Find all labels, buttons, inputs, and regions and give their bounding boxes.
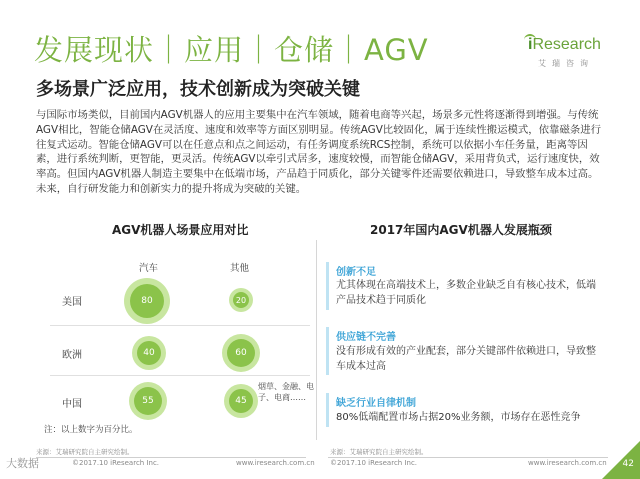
bubble-usa-other: 20 [233,292,249,308]
iresearch-logo [524,34,612,74]
bottleneck-text-innovation: 尤其体现在高端技术上，多数企业缺乏自有核心技术，低端产品技术趋于同质化 [336,280,596,306]
column-header-auto: 汽车 [139,263,159,274]
bubble-europe-auto: 40 [137,341,161,365]
footer-url-left[interactable]: www.iresearch.com.cn [236,459,315,467]
page-subtitle: 多场景广泛应用，技术创新成为突破关键 [36,79,360,100]
bottleneck-title-supply-chain: 供应链不完善 [336,332,396,343]
watermark-text: 大数据 [6,457,39,470]
logo-wordmark: iResearch [528,36,601,53]
bottleneck-title-self-regulation: 缺乏行业自律机制 [336,398,416,409]
bubble-usa-auto: 80 [130,284,164,318]
right-panel-title: 2017年国内AGV机器人发展瓶颈 [370,223,552,237]
bubble-china-auto: 55 [134,387,162,415]
item-accent-bar [326,262,329,310]
other-scenarios-note: 烟草、金融、电子、电商…… [258,382,314,402]
bottleneck-text-self-regulation: 80%低端配置市场占据20%业务额，市场存在恶性竞争 [336,412,581,423]
intro-paragraph: 与国际市场类似，目前国内AGV机器人的应用主要集中在汽车领域，随着电商等兴起，场景多元性将逐渐得到增强。与传统AGV相比，智能仓储AGV在灵活度、速度和效率等方面区别明显。传统AGV比较固化，属于连续性搬运模式，依靠磁条进行往复式运动。智能仓储AGV可以在任意点和点之间运动，有任务调度系统RCS控制，系统可以依据小车任务量，距离等因素，进行系统判断，更智能，更灵活。传统AGV以牵引式居多，速度较慢，而智能仓储AGV，采用背负式，运行速度快，效率高。但国内AGV机器人制造主要集中在低端市场，产品趋于同质化，部分关键零件还需要依赖进口，导致整车成本过高。未来，自行研发能力和创新实力的提升将成为突破的关键。 [36,109,601,195]
row-divider [50,375,310,376]
row-label-europe: 欧洲 [62,350,82,361]
footer-line-left [36,457,306,458]
item-accent-bar [326,327,329,375]
footer-line-right [328,457,608,458]
left-source: 来源：艾瑞研究院自主研究绘制。 [36,448,134,456]
left-panel-title: AGV机器人场景应用对比 [112,223,249,237]
footer-copyright-right: ©2017.10 iResearch Inc. [330,459,418,467]
row-label-china: 中国 [62,399,82,410]
bottleneck-title-innovation: 创新不足 [336,267,376,278]
logo-subtext: 艾瑞咨询 [538,59,594,68]
bottleneck-text-supply-chain: 没有形成有效的产业配套，部分关键部件依赖进口，导致整车成本过高 [336,346,596,372]
page-title: 发展现状｜应用｜仓储｜AGV [34,33,429,67]
footer-url-right[interactable]: www.iresearch.com.cn [528,459,607,467]
right-source: 来源：艾瑞研究院自主研究绘制。 [330,448,428,456]
row-divider [50,325,310,326]
chart-footnote: 注：以上数字为百分比。 [44,425,138,435]
panel-divider [316,240,317,440]
footer-copyright-left: ©2017.10 iResearch Inc. [72,459,160,467]
item-accent-bar [326,393,329,427]
bubble-china-other: 45 [229,389,253,413]
page-corner-decoration [602,441,640,479]
column-header-other: 其他 [230,263,250,274]
row-label-usa: 美国 [62,297,82,308]
page-number: 42 [622,459,634,469]
bubble-europe-other: 60 [227,339,255,367]
